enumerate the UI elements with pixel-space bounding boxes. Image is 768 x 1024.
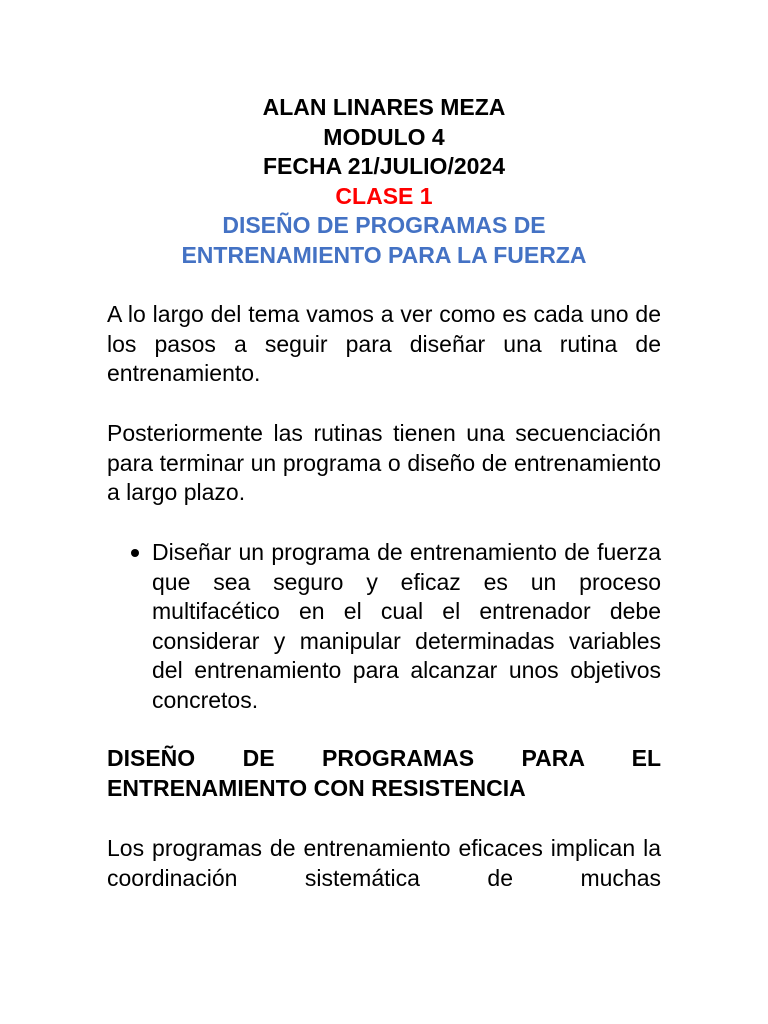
section-paragraph: Los programas de entrenamiento eficaces implican la coordinación sistemática de muchas: [107, 835, 661, 891]
module-label: MODULO 4: [323, 123, 445, 150]
class-label: CLASE 1: [335, 182, 433, 209]
document-header: [0, 93, 768, 270]
document-title-line-1: DISEÑO DE PROGRAMAS DE: [222, 212, 546, 238]
bullet-list: [107, 538, 661, 716]
bullet-dot-icon: [131, 549, 139, 557]
intro-paragraph: A lo largo del tema vamos a ver como es cada uno de los pasos a seguir para diseñar una rutina de entrenamiento.: [107, 301, 661, 387]
document-title-line-2: ENTRENAMIENTO PARA LA FUERZA: [181, 241, 587, 268]
author-name: ALAN LINARES MEZA: [262, 94, 506, 120]
date-label: FECHA 21/JULIO/2024: [262, 153, 506, 179]
bullet-item: [107, 538, 661, 716]
section-heading: DISEÑO DE PROGRAMAS PARA EL ENTRENAMIENTO CON RESISTENCIA: [107, 745, 661, 801]
bullet-text: Diseñar un programa de entrenamiento de fuerza que sea seguro y eficaz es un proceso multifacético en el cual el entrenador debe considerar y manipular determinadas variables del entrenamiento para alcanzar unos objetivos concretos.: [152, 539, 661, 713]
sequencing-paragraph: Posteriormente las rutinas tienen una secuenciación para terminar un programa o diseño de entrenamiento a largo plazo.: [107, 420, 661, 506]
